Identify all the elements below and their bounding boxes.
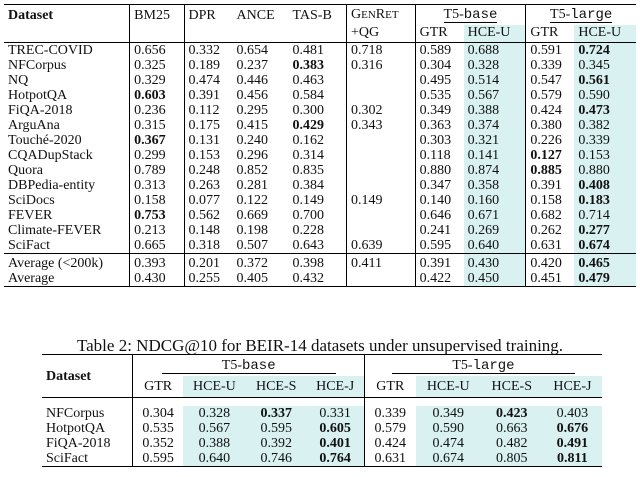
score-cell: 0.590 — [574, 88, 636, 103]
score-cell: 0.315 — [130, 118, 184, 133]
t2-header-row-1 — [42, 355, 602, 377]
score-cell: 0.405 — [233, 271, 289, 287]
score-cell: 0.263 — [188, 178, 220, 193]
table-1-averages — [4, 254, 636, 287]
table-row — [4, 73, 636, 88]
score-cell: 0.654 — [236, 43, 269, 58]
table-2-caption: Table 2: NDCG@10 for BEIR-14 datasets under unsupervised training. — [76, 336, 564, 355]
score-cell: 0.316 — [346, 58, 415, 73]
score-cell: 0.349 — [419, 103, 452, 118]
score-cell: 0.140 — [419, 193, 452, 208]
score-cell: 0.149 — [288, 193, 346, 208]
score-cell: 0.295 — [236, 103, 269, 118]
score-cell: 0.303 — [419, 133, 452, 148]
score-cell: 0.424 — [374, 436, 407, 451]
score-cell: 0.237 — [236, 58, 269, 73]
dataset-name: DBPedia-entity — [4, 178, 130, 193]
score-cell: 0.388 — [464, 103, 526, 118]
dataset-name: Climate-FEVER — [4, 223, 130, 238]
dataset-name: NFCorpus — [42, 406, 133, 421]
t2-gtr-large-header: GTR — [364, 376, 415, 398]
score-cell: 0.474 — [416, 436, 481, 451]
dataset-name: SciDocs — [4, 193, 130, 208]
score-cell: 0.339 — [530, 58, 562, 73]
score-cell: 0.380 — [530, 118, 562, 133]
score-cell: 0.591 — [530, 43, 562, 58]
score-cell: 0.643 — [288, 238, 346, 254]
score-cell: 0.318 — [188, 238, 220, 253]
score-cell: 0.332 — [188, 43, 220, 58]
score-cell: 0.605 — [306, 421, 364, 436]
score-cell: 0.374 — [464, 118, 526, 133]
score-cell: 0.547 — [530, 73, 562, 88]
score-cell: 0.401 — [306, 436, 364, 451]
table-1-body — [4, 43, 636, 254]
score-cell: 0.746 — [246, 451, 306, 467]
score-cell: 0.331 — [306, 406, 364, 421]
table-row — [4, 238, 636, 254]
score-cell: 0.175 — [188, 118, 220, 133]
t2-hces-base-header: HCE-S — [246, 376, 306, 398]
score-cell: 0.411 — [346, 254, 415, 272]
score-cell: 0.724 — [574, 43, 636, 59]
hceu-large-header: HCE-U — [574, 25, 636, 43]
dataset-name: FEVER — [4, 208, 130, 223]
score-cell: 0.118 — [419, 148, 451, 163]
score-cell: 0.535 — [142, 421, 174, 436]
score-cell: 0.473 — [574, 103, 636, 118]
qg-header: +QG — [346, 25, 415, 43]
score-cell: 0.491 — [543, 436, 602, 451]
score-cell — [346, 178, 415, 193]
score-cell: 0.811 — [543, 451, 602, 467]
table-row — [4, 208, 636, 223]
average-row — [4, 254, 636, 272]
score-cell: 0.880 — [419, 163, 452, 178]
score-cell: 0.463 — [288, 73, 346, 88]
t2-hces-large-header: HCE-S — [481, 376, 543, 398]
score-cell: 0.603 — [130, 88, 184, 103]
score-cell: 0.567 — [183, 421, 246, 436]
score-cell: 0.584 — [288, 88, 346, 103]
score-cell — [346, 73, 415, 88]
score-cell: 0.507 — [236, 238, 269, 253]
score-cell — [346, 88, 415, 103]
score-cell: 0.430 — [464, 254, 526, 272]
dataset-name: Touché-2020 — [4, 133, 130, 148]
score-cell: 0.764 — [306, 451, 364, 467]
score-cell: 0.420 — [526, 254, 575, 272]
score-cell: 0.665 — [130, 238, 184, 254]
gtr-base-header: GTR — [415, 25, 464, 43]
score-cell: 0.432 — [288, 271, 346, 287]
score-cell: 0.430 — [130, 271, 184, 287]
t5-base-header: T5-base — [415, 5, 526, 26]
score-cell: 0.403 — [543, 406, 602, 421]
score-cell: 0.562 — [188, 208, 220, 223]
score-cell: 0.700 — [288, 208, 346, 223]
score-cell: 0.474 — [188, 73, 220, 88]
score-cell: 0.388 — [183, 436, 246, 451]
score-cell: 0.391 — [530, 178, 562, 193]
score-cell — [346, 163, 415, 178]
score-cell: 0.201 — [184, 254, 233, 272]
bm25-header: BM25 — [130, 5, 184, 26]
results-table-2 — [42, 354, 602, 467]
score-cell: 0.805 — [481, 451, 543, 467]
t2-t5-base-header: T5-base — [133, 355, 364, 377]
score-cell: 0.714 — [574, 208, 636, 223]
score-cell: 0.450 — [464, 271, 526, 287]
score-cell: 0.595 — [246, 421, 306, 436]
score-cell: 0.241 — [419, 223, 452, 238]
table-row — [4, 58, 636, 73]
dataset-name: SciFact — [42, 451, 133, 467]
score-cell: 0.579 — [530, 88, 562, 103]
score-cell: 0.343 — [346, 118, 415, 133]
table-2-body — [42, 406, 602, 467]
t2-hcej-large-header: HCE-J — [543, 376, 602, 398]
dataset-header: Dataset — [4, 5, 130, 26]
score-cell: 0.415 — [236, 118, 269, 133]
score-cell: 0.313 — [130, 178, 184, 193]
score-cell: 0.424 — [530, 103, 562, 118]
score-cell: 0.281 — [236, 178, 269, 193]
score-cell: 0.300 — [288, 103, 346, 118]
t2-dataset-header: Dataset — [42, 355, 133, 398]
score-cell: 0.595 — [419, 238, 452, 253]
score-cell: 0.162 — [288, 133, 346, 148]
score-cell: 0.240 — [236, 133, 269, 148]
score-cell: 0.153 — [574, 148, 636, 163]
table-row — [42, 436, 602, 451]
score-cell — [346, 148, 415, 163]
score-cell: 0.189 — [188, 58, 220, 73]
hceu-base-header: HCE-U — [464, 25, 526, 43]
score-cell: 0.277 — [574, 223, 636, 238]
score-cell: 0.392 — [246, 436, 306, 451]
score-cell: 0.384 — [288, 178, 346, 193]
score-cell: 0.141 — [464, 148, 526, 163]
score-cell: 0.535 — [419, 88, 452, 103]
score-cell: 0.367 — [130, 133, 184, 148]
score-cell: 0.349 — [416, 406, 481, 421]
score-cell — [346, 271, 415, 287]
score-cell: 0.674 — [416, 451, 481, 467]
score-cell: 0.248 — [188, 163, 220, 178]
score-cell: 0.363 — [419, 118, 452, 133]
score-cell: 0.158 — [130, 193, 184, 208]
score-cell: 0.183 — [574, 193, 636, 208]
table-row — [42, 451, 602, 467]
table-row — [42, 421, 602, 436]
score-cell: 0.688 — [464, 43, 526, 59]
score-cell: 0.631 — [530, 238, 562, 253]
score-cell: 0.640 — [183, 451, 246, 467]
score-cell: 0.160 — [464, 193, 526, 208]
dataset-name: HotpotQA — [42, 421, 133, 436]
average-row — [4, 271, 636, 287]
score-cell: 0.423 — [481, 406, 543, 421]
score-cell: 0.671 — [464, 208, 526, 223]
score-cell: 0.852 — [236, 163, 269, 178]
gtr-large-header: GTR — [526, 25, 575, 43]
table-row — [4, 133, 636, 148]
score-cell: 0.567 — [464, 88, 526, 103]
score-cell: 0.669 — [236, 208, 269, 223]
dataset-name: NFCorpus — [4, 58, 130, 73]
score-cell: 0.753 — [130, 208, 184, 223]
dataset-name: TREC-COVID — [4, 43, 130, 59]
score-cell: 0.304 — [419, 58, 452, 73]
score-cell: 0.674 — [574, 238, 636, 254]
score-cell: 0.302 — [346, 103, 415, 118]
score-cell: 0.153 — [188, 148, 220, 163]
score-cell: 0.514 — [464, 73, 526, 88]
score-cell: 0.382 — [574, 118, 636, 133]
score-cell: 0.158 — [530, 193, 562, 208]
score-cell — [346, 208, 415, 223]
score-cell: 0.383 — [288, 58, 346, 73]
score-cell: 0.345 — [574, 58, 636, 73]
t2-gtr-base-header: GTR — [133, 376, 183, 398]
table-row — [4, 163, 636, 178]
score-cell: 0.465 — [574, 254, 636, 272]
score-cell: 0.148 — [188, 223, 220, 238]
score-cell: 0.112 — [188, 103, 220, 118]
score-cell: 0.391 — [415, 254, 464, 272]
dataset-name: ArguAna — [4, 118, 130, 133]
score-cell: 0.262 — [530, 223, 562, 238]
score-cell: 0.590 — [416, 421, 481, 436]
score-cell: 0.835 — [288, 163, 346, 178]
score-cell: 0.328 — [183, 406, 246, 421]
score-cell: 0.789 — [130, 163, 184, 178]
ance-header: ANCE — [233, 5, 289, 26]
score-cell: 0.325 — [130, 58, 184, 73]
score-cell: 0.329 — [130, 73, 184, 88]
dataset-name: HotpotQA — [4, 88, 130, 103]
score-cell: 0.885 — [530, 163, 562, 178]
score-cell: 0.328 — [464, 58, 526, 73]
score-cell: 0.236 — [130, 103, 184, 118]
table-row — [4, 88, 636, 103]
t5-large-header: T5-large — [526, 5, 636, 26]
score-cell: 0.482 — [481, 436, 543, 451]
score-cell: 0.393 — [130, 254, 184, 272]
score-cell: 0.589 — [419, 43, 452, 58]
dataset-name: CQADupStack — [4, 148, 130, 163]
score-cell: 0.296 — [236, 148, 269, 163]
score-cell: 0.479 — [574, 271, 636, 287]
score-cell: 0.456 — [236, 88, 269, 103]
score-cell: 0.646 — [419, 208, 452, 223]
genret-header: GENRET — [346, 5, 415, 26]
t2-hcej-base-header: HCE-J — [306, 376, 364, 398]
score-cell: 0.352 — [142, 436, 174, 451]
score-cell: 0.299 — [130, 148, 184, 163]
header-row-1 — [4, 5, 636, 26]
score-cell: 0.149 — [346, 193, 415, 208]
score-cell: 0.451 — [526, 271, 575, 287]
score-cell: 0.122 — [236, 193, 269, 208]
table-row — [4, 193, 636, 208]
header-row-2 — [4, 25, 636, 43]
score-cell: 0.398 — [288, 254, 346, 272]
tasb-header: TAS-B — [288, 5, 346, 26]
score-cell: 0.226 — [530, 133, 562, 148]
score-cell: 0.358 — [464, 178, 526, 193]
score-cell: 0.718 — [346, 43, 415, 59]
results-table-1 — [4, 4, 636, 287]
score-cell: 0.408 — [574, 178, 636, 193]
score-cell: 0.874 — [464, 163, 526, 178]
score-cell: 0.198 — [236, 223, 269, 238]
t2-t5-large-header: T5-large — [364, 355, 602, 377]
table-row — [4, 223, 636, 238]
score-cell: 0.372 — [233, 254, 289, 272]
table-row — [4, 178, 636, 193]
table-row — [4, 148, 636, 163]
score-cell: 0.337 — [246, 406, 306, 421]
dataset-name: NQ — [4, 73, 130, 88]
score-cell: 0.481 — [288, 43, 346, 59]
score-cell: 0.429 — [288, 118, 346, 133]
score-cell: 0.639 — [346, 238, 415, 254]
score-cell: 0.631 — [364, 451, 415, 467]
score-cell: 0.321 — [464, 133, 526, 148]
score-cell — [346, 223, 415, 238]
score-cell: 0.391 — [188, 88, 220, 103]
score-cell: 0.656 — [130, 43, 184, 59]
score-cell: 0.255 — [184, 271, 233, 287]
score-cell: 0.269 — [464, 223, 526, 238]
dataset-name: Average (<200k) — [4, 254, 130, 272]
table-row — [4, 43, 636, 59]
score-cell: 0.676 — [543, 421, 602, 436]
t2-hceu-large-header: HCE-U — [416, 376, 481, 398]
t2-hceu-base-header: HCE-U — [183, 376, 246, 398]
table-row — [4, 118, 636, 133]
dataset-name: SciFact — [4, 238, 130, 254]
score-cell: 0.595 — [133, 451, 183, 467]
dataset-name: FiQA-2018 — [4, 103, 130, 118]
score-cell: 0.682 — [530, 208, 562, 223]
score-cell: 0.663 — [481, 421, 543, 436]
score-cell: 0.077 — [188, 193, 220, 208]
score-cell: 0.127 — [530, 148, 562, 163]
score-cell: 0.495 — [419, 73, 452, 88]
score-cell: 0.561 — [574, 73, 636, 88]
score-cell: 0.446 — [236, 73, 269, 88]
score-cell — [346, 133, 415, 148]
table-row — [42, 406, 602, 421]
dataset-name: FiQA-2018 — [42, 436, 133, 451]
score-cell: 0.347 — [419, 178, 452, 193]
score-cell: 0.880 — [574, 163, 636, 178]
dataset-name: Average — [4, 271, 130, 287]
score-cell: 0.339 — [574, 133, 636, 148]
score-cell: 0.640 — [464, 238, 526, 254]
score-cell: 0.228 — [288, 223, 346, 238]
score-cell: 0.339 — [374, 406, 407, 421]
dpr-header: DPR — [184, 5, 233, 26]
score-cell: 0.314 — [288, 148, 346, 163]
score-cell: 0.131 — [188, 133, 220, 148]
table-row — [4, 103, 636, 118]
score-cell: 0.304 — [142, 406, 174, 421]
dataset-name: Quora — [4, 163, 130, 178]
score-cell: 0.422 — [415, 271, 464, 287]
score-cell: 0.213 — [130, 223, 184, 238]
score-cell: 0.579 — [374, 421, 407, 436]
